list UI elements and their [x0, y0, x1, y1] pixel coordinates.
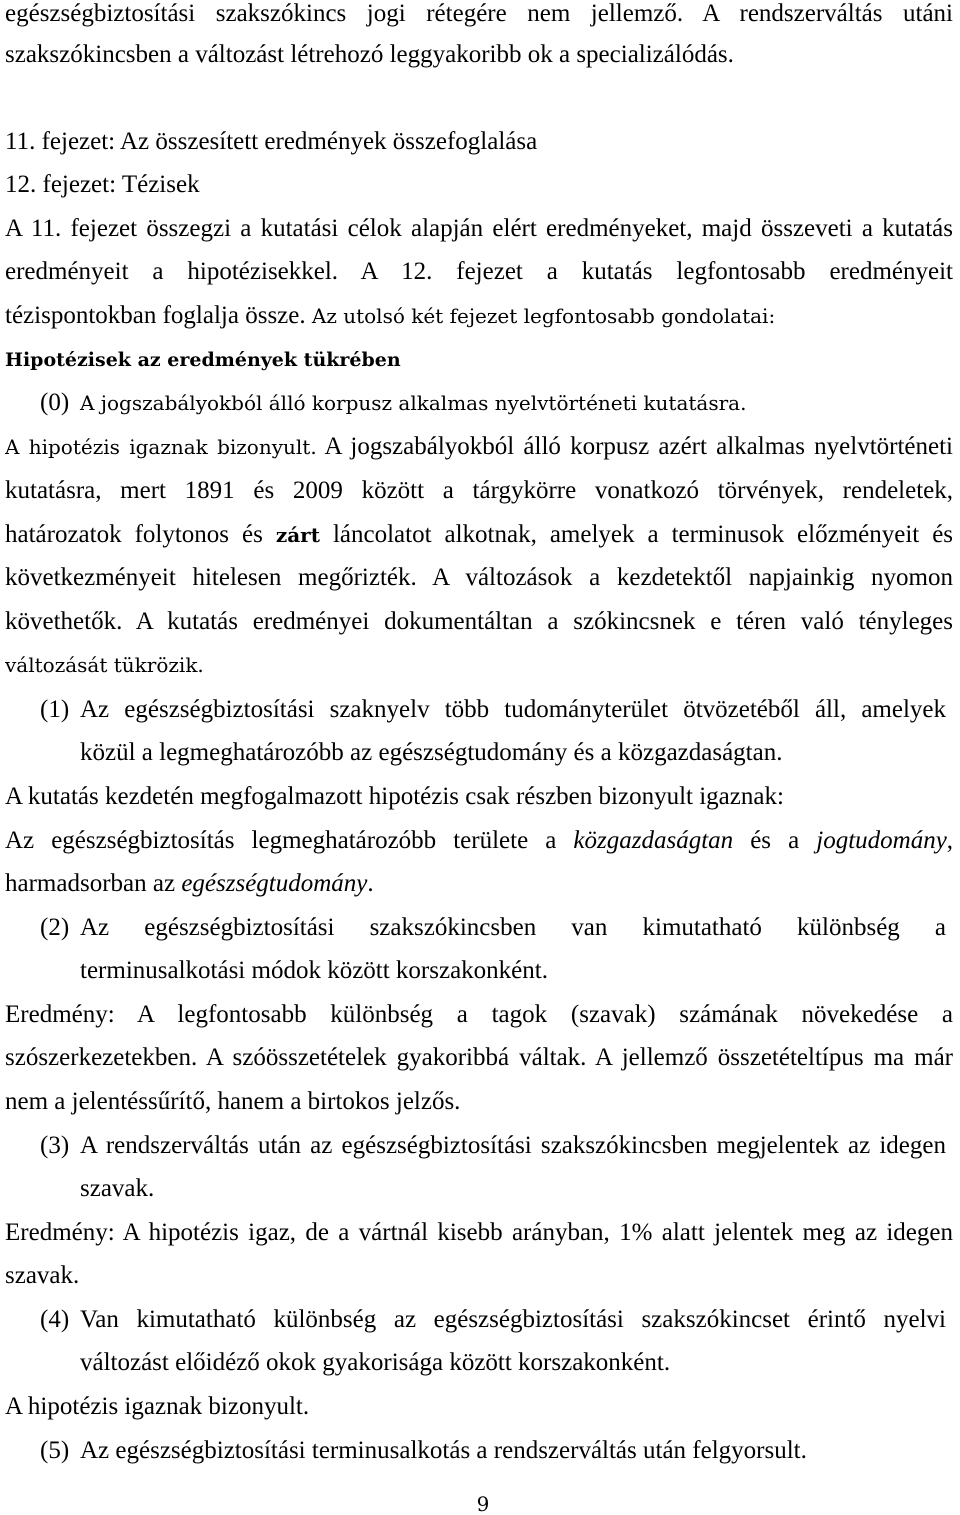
- result-text: harmadsorban az: [5, 870, 176, 897]
- discussion-text: láncolatot alkotnak, amelyek a terminusok előzményeit és: [332, 521, 953, 548]
- summary-line: eredményeit a hipotézisekkel. A 12. fejezet a kutatás legfontosabb eredményeit: [5, 258, 953, 285]
- result-line: Eredmény: A hipotézis igaz, de a vártnál kisebb arányban, 1% alatt jelentek meg az idegen: [5, 1219, 953, 1246]
- hypothesis-item: [40, 914, 946, 944]
- hypothesis-statement: A jogszabályokból álló korpusz alkalmas nyelvtörténeti kutatásra.: [80, 391, 747, 415]
- result-text: ,: [946, 827, 953, 854]
- hypothesis-item: [40, 1306, 946, 1336]
- hypothesis-item: [40, 1437, 946, 1467]
- hypothesis-label: (2): [40, 914, 70, 941]
- hypothesis-verdict: A hipotézis igaznak bizonyult.: [5, 435, 317, 459]
- hypothesis-statement-continued: változást előidéző okok gyakorisága között korszakonként.: [80, 1349, 671, 1376]
- discussion-line: követhetők. A kutatás eredményei dokumentáltan a szókincsnek e téren való tényleges: [5, 608, 953, 635]
- result-text: .: [367, 870, 374, 897]
- summary-lead-in: Az utolsó két fejezet legfontosabb gondolatai:: [311, 304, 776, 328]
- hypothesis-label: (0): [40, 389, 70, 416]
- result-text: és a: [750, 827, 800, 854]
- summary-text: tézispontokban foglalja össze.: [5, 302, 306, 329]
- result-line: szavak.: [5, 1262, 80, 1289]
- result-line: [5, 827, 953, 857]
- hypothesis-statement-continued: szavak.: [80, 1175, 155, 1202]
- result-line: szószerkezetekben. A szóösszetételek gyakoribbá váltak. A jellemző összetételtípus ma már: [5, 1044, 953, 1071]
- chapter-title: 11. fejezet: Az összesített eredmények összefoglalása: [5, 128, 538, 155]
- page-number: 9: [476, 1492, 490, 1515]
- hypothesis-label: (5): [40, 1437, 70, 1464]
- hypothesis-statement-continued: terminusalkotási módok között korszakonként.: [80, 957, 548, 984]
- hypothesis-label: (1): [40, 696, 70, 723]
- hypothesis-item: [40, 1132, 946, 1162]
- discussion-line: [5, 433, 953, 463]
- hypothesis-item: [40, 389, 946, 419]
- hypothesis-statement: A rendszerváltás után az egészségbiztosítási szakszókincsben megjelentek az idegen: [80, 1132, 946, 1159]
- hypothesis-statement: Az egészségbiztosítási szaknyelv több tudományterület ötvözetéből áll, amelyek: [80, 696, 946, 723]
- section-heading: [5, 345, 953, 375]
- hypothesis-label: (4): [40, 1306, 70, 1333]
- discussion-text: határozatok folytonos és: [5, 521, 263, 548]
- italic-term: jogtudomány: [816, 827, 947, 854]
- result-line: Eredmény: A legfontosabb különbség a tagok (szavak) számának növekedése a: [5, 1001, 953, 1028]
- bold-term: zárt: [275, 523, 320, 547]
- result-line: nem a jelentéssűrítő, hanem a birtokos jelzős.: [5, 1088, 461, 1115]
- discussion-line: kutatásra, mert 1891 és 2009 között a tárgykörre vonatkozó törvények, rendeletek,: [5, 477, 953, 504]
- discussion-line: következményeit hitelesen megőrizték. A változások a kezdetektől napjainkig nyomon: [5, 564, 953, 591]
- intro-line: szakszókincsben a változást létrehozó leggyakoribb ok a specializálódás.: [5, 41, 734, 68]
- result-text: Az egészségbiztosítás legmeghatározóbb területe a: [5, 827, 557, 854]
- result-line: A kutatás kezdetén megfogalmazott hipotézis csak részben bizonyult igaznak:: [5, 783, 784, 810]
- chapter-title: 12. fejezet: Tézisek: [5, 171, 200, 198]
- hypothesis-item: [40, 696, 946, 726]
- hypothesis-label: (3): [40, 1132, 70, 1159]
- result-line: [5, 870, 953, 900]
- result-line: A hipotézis igaznak bizonyult.: [5, 1393, 310, 1420]
- italic-term: közgazdaságtan: [573, 827, 734, 854]
- section-heading-text: Hipotézisek az eredmények tükrében: [5, 349, 401, 371]
- discussion-text: A jogszabályokból álló korpusz azért alkalmas nyelvtörténeti: [324, 433, 953, 460]
- hypothesis-statement: Van kimutatható különbség az egészségbiztosítási szakszókincset érintő nyelvi: [80, 1306, 946, 1333]
- hypothesis-statement: Az egészségbiztosítási szakszókincsben van kimutatható különbség a: [80, 914, 946, 941]
- intro-line: egészségbiztosítási szakszókincs jogi rétegére nem jellemző. A rendszerváltás utáni: [5, 0, 953, 27]
- summary-line: [5, 302, 953, 332]
- italic-term: egészségtudomány: [181, 870, 368, 897]
- discussion-text: változását tükrözik.: [5, 653, 204, 677]
- discussion-line: [5, 521, 953, 551]
- hypothesis-statement: Az egészségbiztosítási terminusalkotás a rendszerváltás után felgyorsult.: [80, 1437, 807, 1464]
- discussion-line: [5, 651, 953, 681]
- hypothesis-statement-continued: közül a legmeghatározóbb az egészségtudomány és a közgazdaságtan.: [80, 739, 783, 766]
- summary-line: A 11. fejezet összegzi a kutatási célok alapján elért eredményeket, majd összeveti a kutatás: [5, 215, 953, 242]
